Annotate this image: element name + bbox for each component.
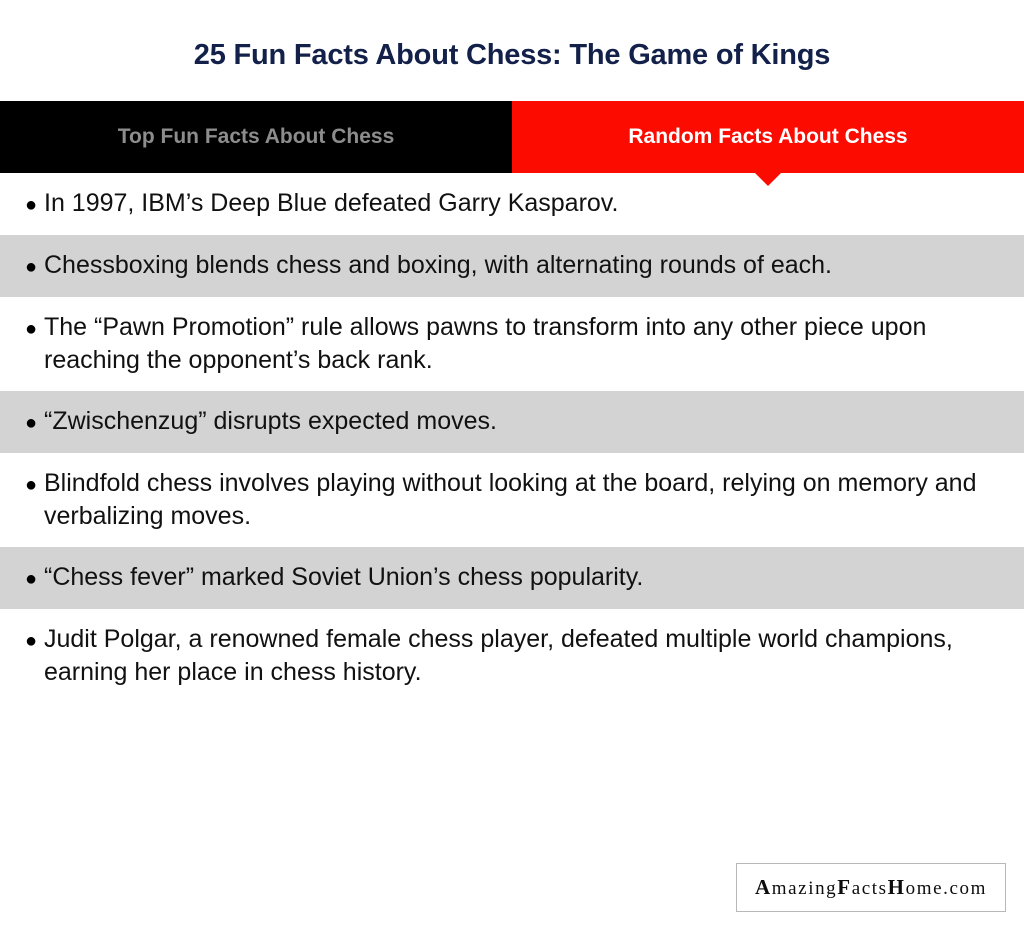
watermark-part: acts (851, 878, 888, 899)
list-item (0, 609, 1024, 703)
list-item (0, 173, 1024, 235)
watermark-part: mazing (771, 878, 838, 899)
watermark (736, 863, 1006, 912)
tab-random-facts-label: Random Facts About Chess (628, 124, 908, 148)
fact-text: Blindfold chess involves playing without looking at the board, relying on memory and verbalizing moves. (44, 468, 977, 530)
bullet-icon: ● (24, 255, 38, 278)
page-title: 25 Fun Facts About Chess: The Game of Kings (193, 39, 831, 71)
watermark-part: ome (905, 878, 944, 899)
bullet-icon: ● (24, 629, 38, 652)
bullet-icon: ● (24, 193, 38, 216)
tab-random-facts[interactable] (512, 101, 1024, 173)
tab-top-fun-facts-label: Top Fun Facts About Chess (117, 124, 395, 148)
fact-text: The “Pawn Promotion” rule allows pawns to transform into any other piece upon reaching the opponent’s back rank. (44, 312, 927, 374)
fact-text: Chessboxing blends chess and boxing, with alternating rounds of each. (44, 250, 833, 279)
watermark-part: A (754, 875, 772, 899)
bullet-icon: ● (24, 317, 38, 340)
watermark-part: H (887, 875, 906, 899)
list-item (0, 547, 1024, 609)
watermark-part: F (837, 875, 852, 899)
list-item (0, 453, 1024, 547)
fact-text: “Zwischenzug” disrupts expected moves. (44, 406, 497, 435)
fact-text: In 1997, IBM’s Deep Blue defeated Garry Kasparov. (44, 188, 619, 217)
fact-text: “Chess fever” marked Soviet Union’s chess popularity. (44, 562, 644, 591)
tab-bar (0, 101, 1024, 173)
tab-top-fun-facts[interactable] (0, 101, 512, 173)
list-item (0, 297, 1024, 391)
watermark-part: .com (943, 878, 987, 899)
list-item (0, 235, 1024, 297)
fact-text: Judit Polgar, a renowned female chess player, defeated multiple world champions, earning her place in chess history. (44, 624, 953, 686)
active-tab-pointer-icon (754, 172, 782, 186)
list-item (0, 391, 1024, 453)
facts-list (0, 173, 1024, 703)
bullet-icon: ● (24, 473, 38, 496)
bullet-icon: ● (24, 567, 38, 590)
bullet-icon: ● (24, 411, 38, 434)
